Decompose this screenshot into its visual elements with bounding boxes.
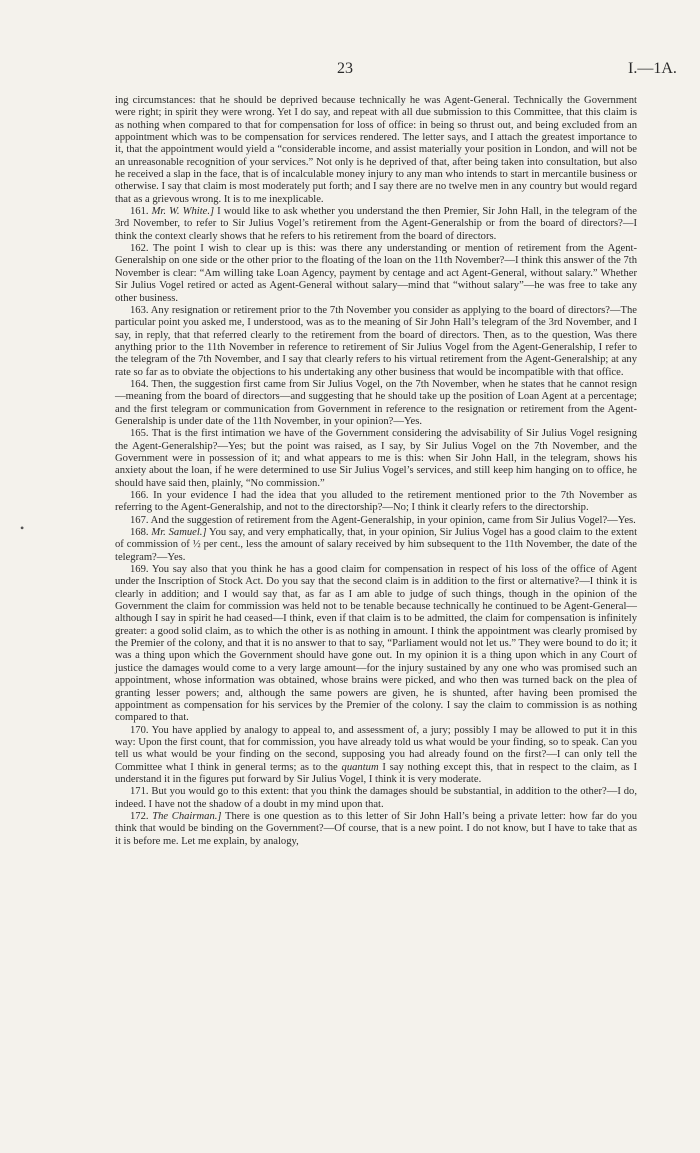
question-165 <box>115 428 637 490</box>
paragraph-text: ing circumstances: that he should be deprived because technically he was Agent-General. Technically the Government were right; in spirit they were wrong. Yet I do say, and repeat with all due submission to this Committee, that this claim is as nothing when compared to that for compensation for loss of office: in being so thrust out, and being excluded from an appointment which was to be compensation for services rendered. The letter says, and I attach the greatest importance to it, that the appointment would yield a “considerable income, and assist materially your position in London, and will not be an unreasonable recognition of your services.” Not only is he deprived of that, after being taken into consultation, but also he received a slap in the face, that is of incalculable money injury to any man who intends to start in mercantile business or otherwise. I say that claim is most moderately put forth; and I say there are no twelve men in any country but would regard that as a grievous wrong. It is to me inexplicable. <box>115 95 637 205</box>
question-number: 167. <box>130 514 149 526</box>
speaker-name: Mr. Samuel.] <box>151 527 207 539</box>
speaker-name: Mr. W. White.] <box>151 206 215 218</box>
paragraph-text: Then, the suggestion first came from Sir Julius Vogel, on the 7th November, when he states that he cannot resign—meaning from the board of directors—and suggesting that he should take up the position of Loan Agent at a percentage; and the first telegram or communication from Government in reference to the resignation or retirement from the Agent-Generalship is under date of the 11th November, in your opinion?—Yes. <box>115 378 637 427</box>
question-161 <box>115 206 637 243</box>
document-reference: I.—1A. <box>628 60 677 77</box>
question-number: 169. <box>130 564 149 576</box>
paragraph-text: You have applied by analogy to appeal to, and assessment of, a jury; possibly I may be allowed to put it in this way: Upon the first count, that for commission, you have already told us what would be your finding, so to speak. Can you tell us what would be your finding on the second, supposing you had already found on the first?—I can only tell the Committee what I think in general terms; as to the <box>115 724 637 773</box>
paragraph-text: But you would go to this extent: that you think the damages should be substantial, in addition to the other?—I do, indeed. I have not the shadow of a doubt in my mind upon that. <box>115 786 637 810</box>
paragraph-text: In your evidence I had the idea that you alluded to the retirement mentioned prior to the 7th November as referring to the Agent-Generalship, and not to the directorship?—No; I think it clearly refers to the directorship. <box>115 490 637 514</box>
paragraph-text: Any resignation or retirement prior to the 7th November you consider as applying to the board of directors?—The particular point you asked me, I understood, was as to the meaning of Sir John Hall’s telegram of the 3rd November, and I say, in reply, that that referred clearly to the retirement from the board of directors. Then, as to the question, Was there anything prior to the 11th November in reference to retirement of Sir Julius Vogel from the Agent-Generalship, I refer to the telegram of the 7th November, and I say that clearly refers to his virtual retirement from the Agent-Generalship; at any rate so far as to obviate the objections to his undertaking any other business that would be incompatible with that office. <box>115 304 637 378</box>
question-169 <box>115 564 637 724</box>
question-number: 172. <box>130 810 149 822</box>
paragraph-text: That is the first intimation we have of the Government considering the advisability of Sir Julius Vogel resigning the Agent-Generalship?—Yes; but the point was raised, as I say, by Sir Julius Vogel on the 7th November, and the Government were in possession of it; and what appears to me is this: when Sir John Hall, in the telegram, shows his anxiety about the loan, if he were determined to use Sir Julius Vogel’s services, and still keep him hanging on to office, he should have said then, plainly, “No commission.” <box>115 428 637 489</box>
question-number: 166. <box>130 490 149 501</box>
paragraph-text: I would like to ask whether you understand the then Premier, Sir John Hall, in the telegram of the 3rd November, to refer to Sir Julius Vogel’s retirement from the Agent-Generalship or from the board of directors?—I think the context clearly shows that he refers to his retirement from the board of directors. <box>115 206 638 242</box>
paragraph-text: The point I wish to clear up is this: was there any understanding or mention of retirement from the Agent-Generalship on one side or the other prior to the floating of the loan on the 11th November?—I think this answer of the 7th November is clear: “Am willing take Loan Agency, payment by centage and act Agent-General, without salary.” Whether Sir Julius Vogel retired or acted as Agent-General without salary—mind that “without salary”—he was free to take any other business. <box>115 243 637 304</box>
question-number: 163. <box>130 304 149 316</box>
question-162 <box>115 243 637 305</box>
question-171 <box>115 786 637 811</box>
question-number: 168. <box>130 527 149 539</box>
question-number: 162. <box>130 243 149 255</box>
question-168 <box>115 527 637 564</box>
paragraph-text: You say also that you think he has a good claim for compensation in respect of his loss of the office of Agent under the Inscription of Stock Act. Do you say that the second claim is in addition to the first or alternative?—I think it is clearly in addition; and I would say that, as far as I am able to judge of such things, though in the opinion of the Government the claim for commission was held not to be tenable because technically he continued to be Agent-General—although I say in spirit he had ceased—I think, even if that claim is to be admitted, the claim for compensation is infinitely greater: a good solid claim, as to which the other is as nothing in amount. I think the appointment was clearly promised by the Premier of the colony, and that it is no answer to that to say, “Parliament would not let us.” They were bound to do it; it was a thing upon which the Government should have gone out. In my opinion it is a thing upon which in any Court of justice the damages would come to a very large amount—for the injury sustained by any one who was promised such an appointment, whose information was obtained, whose brains were picked, and who then was turned back on the plea of granting lesser powers; and, although the same powers are given, he is shunted, after having been promised the appointment as compensation for his services by the Premier of the colony. I say the claim to commission is as nothing compared to that. <box>115 564 637 724</box>
question-166 <box>115 490 637 515</box>
margin-mark: • <box>20 521 25 535</box>
speaker-name: The Chairman.] <box>152 810 222 822</box>
paragraph-text: You say, and very emphatically, that, in your opinion, Sir Julius Vogel has a good claim to the extent of commission of ½ per cent., less the amount of salary received by him subsequent to the 11th November, the date of the telegram?—Yes. <box>115 527 638 563</box>
question-number: 161. <box>130 206 149 218</box>
paragraph-text: And the suggestion of retirement from the Agent-Generalship, in your opinion, came from Sir Julius Vogel?—Yes. <box>150 514 636 526</box>
question-number: 165. <box>130 428 149 440</box>
italic-term: quantum <box>341 761 379 773</box>
question-164 <box>115 379 637 428</box>
paragraph-text: There is one question as to this letter of Sir John Hall’s being a private letter: how far do you think that would be binding on the Government?—Of course, that is a new point. I do not know, but I have to take that as it is before me. Let me explain, by analogy, <box>115 810 638 847</box>
question-163 <box>115 305 637 379</box>
page-number: 23 <box>337 60 353 77</box>
question-172 <box>115 811 637 848</box>
document-body <box>115 95 637 848</box>
paragraph-continued <box>115 95 637 206</box>
question-170 <box>115 725 637 787</box>
paragraph-text-continued: I say nothing except this, that in respect to the claim, as I understand it in the figures put forward by Sir Julius Vogel, I think it is very moderate. <box>115 761 637 785</box>
question-167 <box>115 515 637 527</box>
question-number: 171. <box>130 786 149 798</box>
page-header <box>0 60 700 78</box>
question-number: 170. <box>130 724 149 736</box>
question-number: 164. <box>130 378 149 390</box>
